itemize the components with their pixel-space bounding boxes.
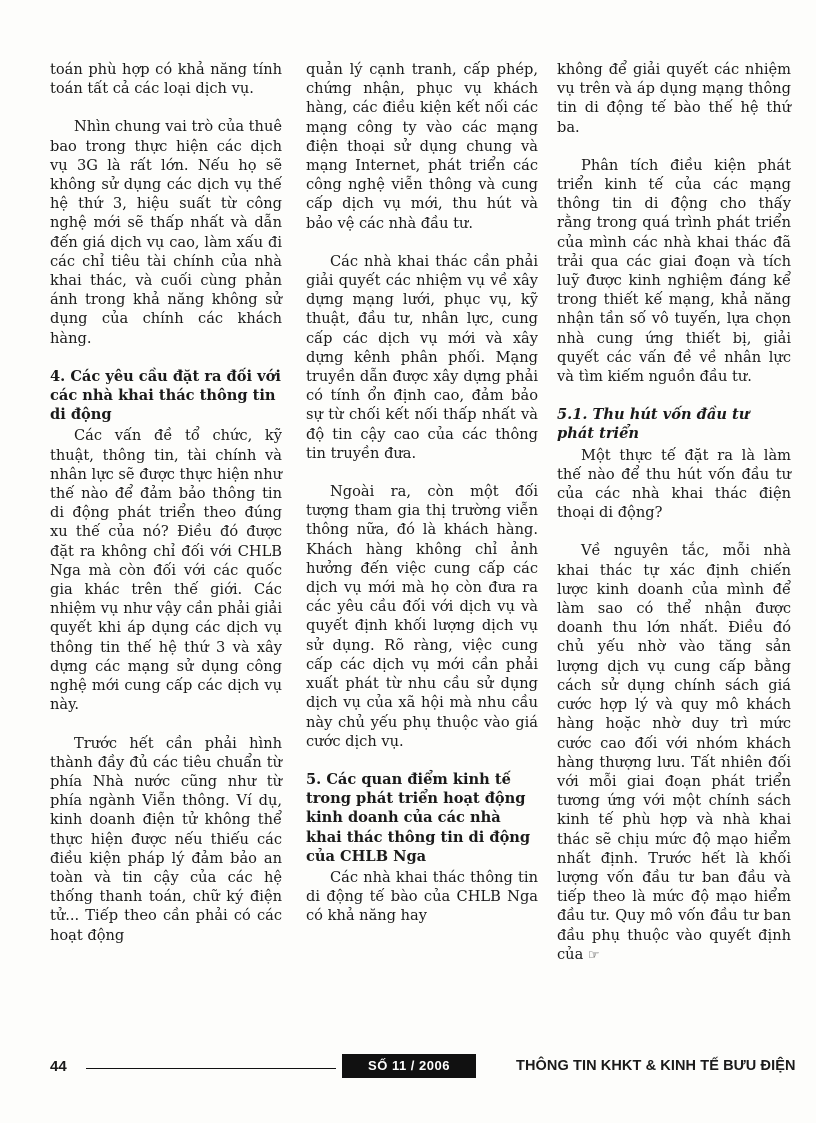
paragraph: toán phù hợp có khả năng tính toán tất cả các loại dịch vụ.: [50, 61, 282, 98]
paragraph: Một thực tế đặt ra là làm thế nào để thu hút vốn đầu tư của các nhà khai thác điện thoại di động?: [557, 446, 791, 522]
article-column-2: [306, 60, 538, 945]
journal-title: THÔNG TIN KHKT & KINH TẾ BƯU ĐIỆN: [516, 1058, 796, 1074]
paragraph: Trước hết cần phải hình thành đầy đủ các tiêu chuẩn từ phía Nhà nước cũng như từ phía ngành Viễn thông. Ví dụ, kinh doanh điện tử không thể thực hiện được nếu thiếu các điều kiện pháp lý đảm bảo an toàn và tin cậy của các hệ thống thanh toán, chữ ký điện tử... Tiếp theo cần phải có các hoạt động: [50, 734, 282, 944]
article-column-3: [557, 60, 791, 984]
paragraph: Phân tích điều kiện phát triển kinh tế của các mạng thông tin di động cho thấy rằng trong quá trình phát triển của mình các nhà khai thác đã trải qua các giai đoạn và tích luỹ được kinh nghiệm đáng kể trong thiết kế mạng, khả năng nhận tần số vô tuyến, lựa chọn nhà cung ứng thiết bị, giải quyết các vấn đề về nhân lực và tìm kiếm nguồn đầu tư.: [557, 156, 791, 386]
paragraph: không để giải quyết các nhiệm vụ trên và áp dụng mạng thông tin di động tế bào thế hệ thứ ba.: [557, 61, 791, 136]
article-column-1: [50, 60, 282, 964]
paragraph-text: Về nguyên tắc, mỗi nhà khai thác tự xác định chiến lược kinh doanh của mình để làm sao có thể nhận được doanh thu lớn nhất. Điều đó chủ yếu nhờ vào tăng sản lượng dịch vụ cung cấp bằng cách sử dụng chính sách giá cước hợp lý và quy mô khách hàng hoặc nhờ duy trì mức cước cao đối với nhóm khách hàng thượng lưu. Tất nhiên đối với mỗi giai đoạn phát triển tương ứng với một chính sách kinh tế phù hợp và nhà khai thác sẽ chịu mức độ mạo hiểm nhất định. Trước hết là khối lượng vốn đầu tư ban đầu và tiếp theo là mức độ mạo hiểm đầu tư. Quy mô vốn đầu tư ban đầu phụ thuộc vào quyết định của: [557, 542, 791, 963]
issue-badge: SỐ 11 / 2006: [342, 1054, 476, 1078]
page-footer: [0, 1052, 816, 1084]
paragraph: Các nhà khai thác cần phải giải quyết các nhiệm vụ về xây dựng mạng lưới, phục vụ, kỹ thuật, đầu tư, nhân lực, cung cấp các dịch vụ mới và xây dựng kênh phân phối. Mạng truyền dẫn được xây dựng phải có tính ổn định cao, đảm bảo sự từ chối kết nối thấp nhất và độ tin cậy cao của các thông tin truyền đưa.: [306, 252, 538, 462]
section-heading-4: 4. Các yêu cầu đặt ra đối với các nhà khai thác thông tin di động: [50, 367, 281, 424]
page-number: 44: [50, 1058, 67, 1075]
paragraph: Nhìn chung vai trò của thuê bao trong thực hiện các dịch vụ 3G là rất lớn. Nếu họ sẽ không sử dụng các dịch vụ thế hệ thứ 3, hiệu suất từ công nghệ mới sẽ thấp nhất và dẫn đến giá dịch vụ cao, làm xấu đi các chỉ tiêu tài chính của nhà khai thác, và cuối cùng phản ánh trong khả năng không sử dụng của chính các khách hàng.: [50, 118, 282, 347]
continue-pointer-icon: ☞: [587, 947, 600, 963]
paragraph: quản lý cạnh tranh, cấp phép, chứng nhận, phục vụ khách hàng, các điều kiện kết nối các mạng công ty vào các mạng điện thoại sử dụng chung và mạng Internet, phát triển các công nghệ viễn thông và cung cấp dịch vụ mới, thu hút và bảo vệ các nhà đầu tư.: [306, 61, 538, 232]
paragraph: [557, 541, 791, 964]
footer-divider: [86, 1068, 336, 1069]
paragraph: Ngoài ra, còn một đối tượng tham gia thị trường viễn thông nữa, đó là khách hàng. Khách hàng không chỉ ảnh hưởng đến việc cung cấp các dịch vụ mới mà họ còn đưa ra các yêu cầu đối với dịch vụ và quyết định khối lượng dịch vụ sử dụng. Rõ ràng, việc cung cấp các dịch vụ mới cần phải xuất phát từ nhu cầu sử dụng dịch vụ của xã hội mà nhu cầu này chủ yếu phụ thuộc vào giá cước dịch vụ.: [306, 483, 538, 750]
section-heading-5: 5. Các quan điểm kinh tế trong phát triển hoạt động kinh doanh của các nhà khai thác thông tin di động của CHLB Nga: [306, 770, 531, 865]
subsection-heading-5-1: 5.1. Thu hút vốn đầu tư phát triển: [557, 406, 750, 443]
paragraph: Các vấn đề tổ chức, kỹ thuật, thông tin, tài chính và nhân lực sẽ được thực hiện như thế nào để đảm bảo thông tin di động phát triển theo đúng xu thế của nó? Điều đó được đặt ra không chỉ đối với CHLB Nga mà còn đối với các quốc gia khác trên thế giới. Các nhiệm vụ như vậy cần phải giải quyết khi áp dụng các dịch vụ thông tin thế hệ thứ 3 và xây dựng các mạng sử dụng công nghệ mới cung cấp các dịch vụ này.: [50, 427, 282, 714]
paragraph: Các nhà khai thác thông tin di động tế bào của CHLB Nga có khả năng hay: [306, 868, 538, 925]
